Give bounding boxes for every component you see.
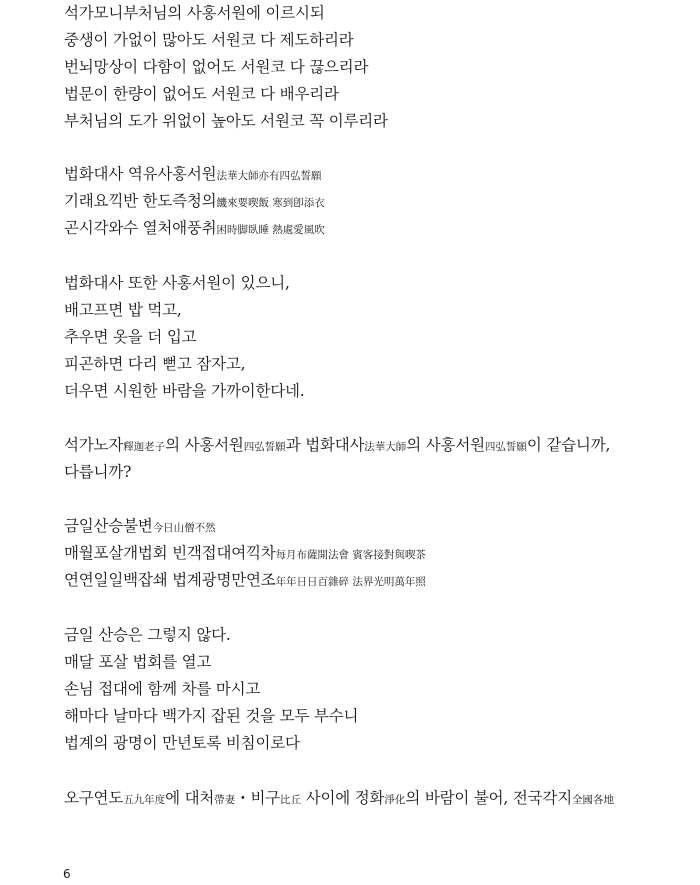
hanja-text: 帶妻 [214, 794, 236, 806]
text-line: 매달 포살 법회를 열고 [64, 653, 212, 671]
hanja-text: 淨化 [384, 794, 406, 806]
text-line: 법문이 한량이 없어도 서원코 다 배우리라 [64, 85, 339, 103]
text-line: 더우면 시원한 바람을 가까이한다네. [64, 382, 305, 400]
text-line: 번뇌망상이 다함이 없어도 서원코 다 끊으리라 [64, 58, 369, 76]
korean-text: 과 법화대사 [285, 436, 365, 454]
text-line: 피곤하면 다리 뻗고 잠자고, [64, 355, 246, 373]
verse-line [64, 543, 426, 565]
korean-text: 법화대사 역유사홍서원 [64, 165, 217, 183]
korean-text: 의 바람이 불어, 전국각지 [405, 789, 572, 807]
hanja-text: 年年日日百雜碎 法界光明萬年照 [275, 576, 426, 588]
text-line: 추우면 옷을 더 입고 [64, 328, 197, 346]
korean-text: 에 대처 [165, 789, 215, 807]
hanja-text: 法華大師亦有四弘誓願 [216, 170, 322, 182]
hanja-text: 法華大師 [364, 441, 407, 453]
korean-text: 오구연도 [64, 789, 124, 807]
verse-line [64, 570, 426, 592]
hanja-text: 困時脚臥睡 熱處愛風吹 [216, 224, 325, 236]
korean-text: 사이에 정화 [301, 789, 385, 807]
hanja-text: 釋迦老子 [123, 441, 166, 453]
hanja-text: 饑來要喫飯 寒到卽添衣 [216, 197, 325, 209]
korean-text: ・비구 [235, 789, 280, 807]
paragraph-line [64, 788, 614, 810]
text-line: 손님 접대에 함께 차를 마시고 [64, 680, 261, 698]
hanja-text: 四弘誓願 [484, 441, 527, 453]
text-line: 배고프면 밥 먹고, [64, 301, 182, 319]
korean-text: 석가노자 [64, 436, 124, 454]
korean-text: 매월포살개법회 빈객접대여끽차 [64, 544, 276, 562]
korean-text: 금일산승불변 [64, 517, 153, 535]
verse-line [64, 191, 325, 213]
hanja-text: 每月布薩開法會 賓客接對與喫茶 [275, 549, 426, 561]
hanja-text: 五九年度 [123, 794, 166, 806]
hanja-text: 全國各地 [571, 794, 614, 806]
korean-text: 연연일일백잡쇄 법계광명만연조 [64, 571, 276, 589]
korean-text: 이 같습니까, [526, 436, 611, 454]
text-line: 부처님의 도가 위없이 높아도 서원코 꼭 이루리라 [64, 112, 388, 130]
text-line: 석가모니부처님의 사홍서원에 이르시되 [64, 4, 325, 22]
hanja-text: 比丘 [280, 794, 301, 806]
korean-text: 의 사홍서원 [406, 436, 485, 454]
hanja-text: 四弘誓願 [243, 441, 286, 453]
verse-line [64, 218, 325, 240]
korean-text: 기래요끽반 한도즉청의 [64, 192, 217, 210]
text-line: 법화대사 또한 사홍서원이 있으니, [64, 274, 290, 292]
page-number: 6 [63, 867, 71, 881]
text-line: 다릅니까? [64, 463, 132, 481]
korean-text: 의 사홍서원 [165, 436, 244, 454]
korean-text: 곤시각와수 열처애풍취 [64, 219, 217, 237]
text-line: 중생이 가없이 많아도 서원코 다 제도하리라 [64, 31, 354, 49]
question-line [64, 435, 610, 457]
text-line: 해마다 날마다 백가지 잡된 것을 모두 부수니 [64, 707, 359, 725]
text-line: 금일 산승은 그렇지 않다. [64, 626, 231, 644]
verse-line [64, 516, 216, 538]
verse-line [64, 164, 321, 186]
hanja-text: 今日山僧不然 [152, 522, 216, 534]
text-line: 법계의 광명이 만년토록 비침이로다 [64, 734, 300, 752]
